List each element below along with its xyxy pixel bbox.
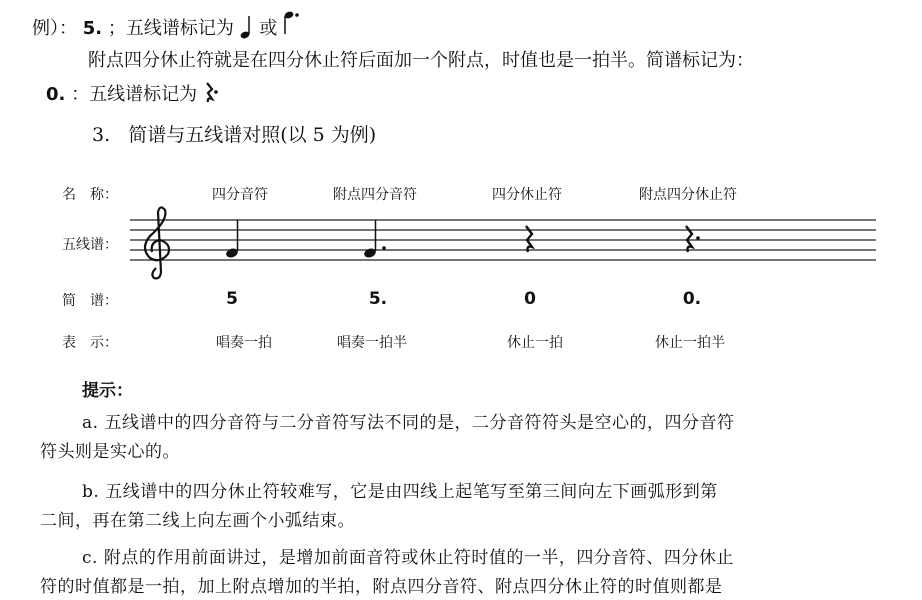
col-name-dotted-quarter-rest: 附点四分休止符 [639,187,737,203]
row-label-name: 名 称： [62,187,118,203]
meaning-dotted-quarter-rest: 休止一拍半 [655,335,725,351]
jianpu-quarter-rest: 0 [524,289,536,309]
row-label-meaning: 表 示： [62,335,118,351]
intro-text: ；五线谱标记为 [107,18,234,39]
section-number: 3. [92,124,111,146]
hint-c-line-1: c. 附点的作用前面讲过，是增加前面音符或休止符时值的一半，四分音符、四分休止 [82,548,734,568]
col-name-quarter-note: 四分音符 [212,187,268,203]
intro-or: 或 [259,18,278,39]
hint-b-line-2: 二间，再在第二线上向左画个小弧结束。 [40,511,355,531]
intro-text-3: ：五线谱标记为 [71,84,198,105]
hint-a-line-1: a. 五线谱中的四分音符与二分音符写法不同的是，二分音符符头是空心的，四分音符 [82,413,735,433]
col-name-dotted-quarter-note: 附点四分音符 [333,187,417,203]
jianpu-dotted-quarter-note: 5. [368,289,388,309]
meaning-quarter-note: 唱奏一拍 [216,335,272,351]
meaning-dotted-quarter-note: 唱奏一拍半 [337,335,407,351]
hint-c-line-2: 符的时值都是一拍，加上附点增加的半拍，附点四分音符、附点四分休止符的时值则都是 [40,577,723,597]
hint-a-line-2: 符头则是实心的。 [40,442,180,462]
intro-prefix: 例）： [32,18,77,39]
col-name-quarter-rest: 四分休止符 [492,187,562,203]
row-label-staff: 五线谱： [62,237,118,253]
intro-line-2: 附点四分休止符就是在四分休止符后面加一个附点，时值也是一拍半。简谱标记为： [88,50,754,71]
jianpu-quarter-note: 5 [226,289,238,309]
meaning-quarter-rest: 休止一拍 [507,335,563,351]
staff-lines [130,220,876,260]
row-label-jianpu: 简 谱： [62,293,118,309]
jianpu-dotted-quarter-rest: 0. [682,289,702,309]
hint-b-line-1: b. 五线谱中的四分休止符较难写，它是由四线上起笔写至第三间向左下画弧形到第 [82,482,718,502]
treble-clef-icon [145,207,169,278]
section-title: 简谱与五线谱对照(以 5 为例) [128,124,377,146]
jianpu-dotted-5: 5. [82,18,103,39]
hints-title: 提示： [82,381,133,401]
jianpu-dotted-0: 0. [46,84,66,105]
